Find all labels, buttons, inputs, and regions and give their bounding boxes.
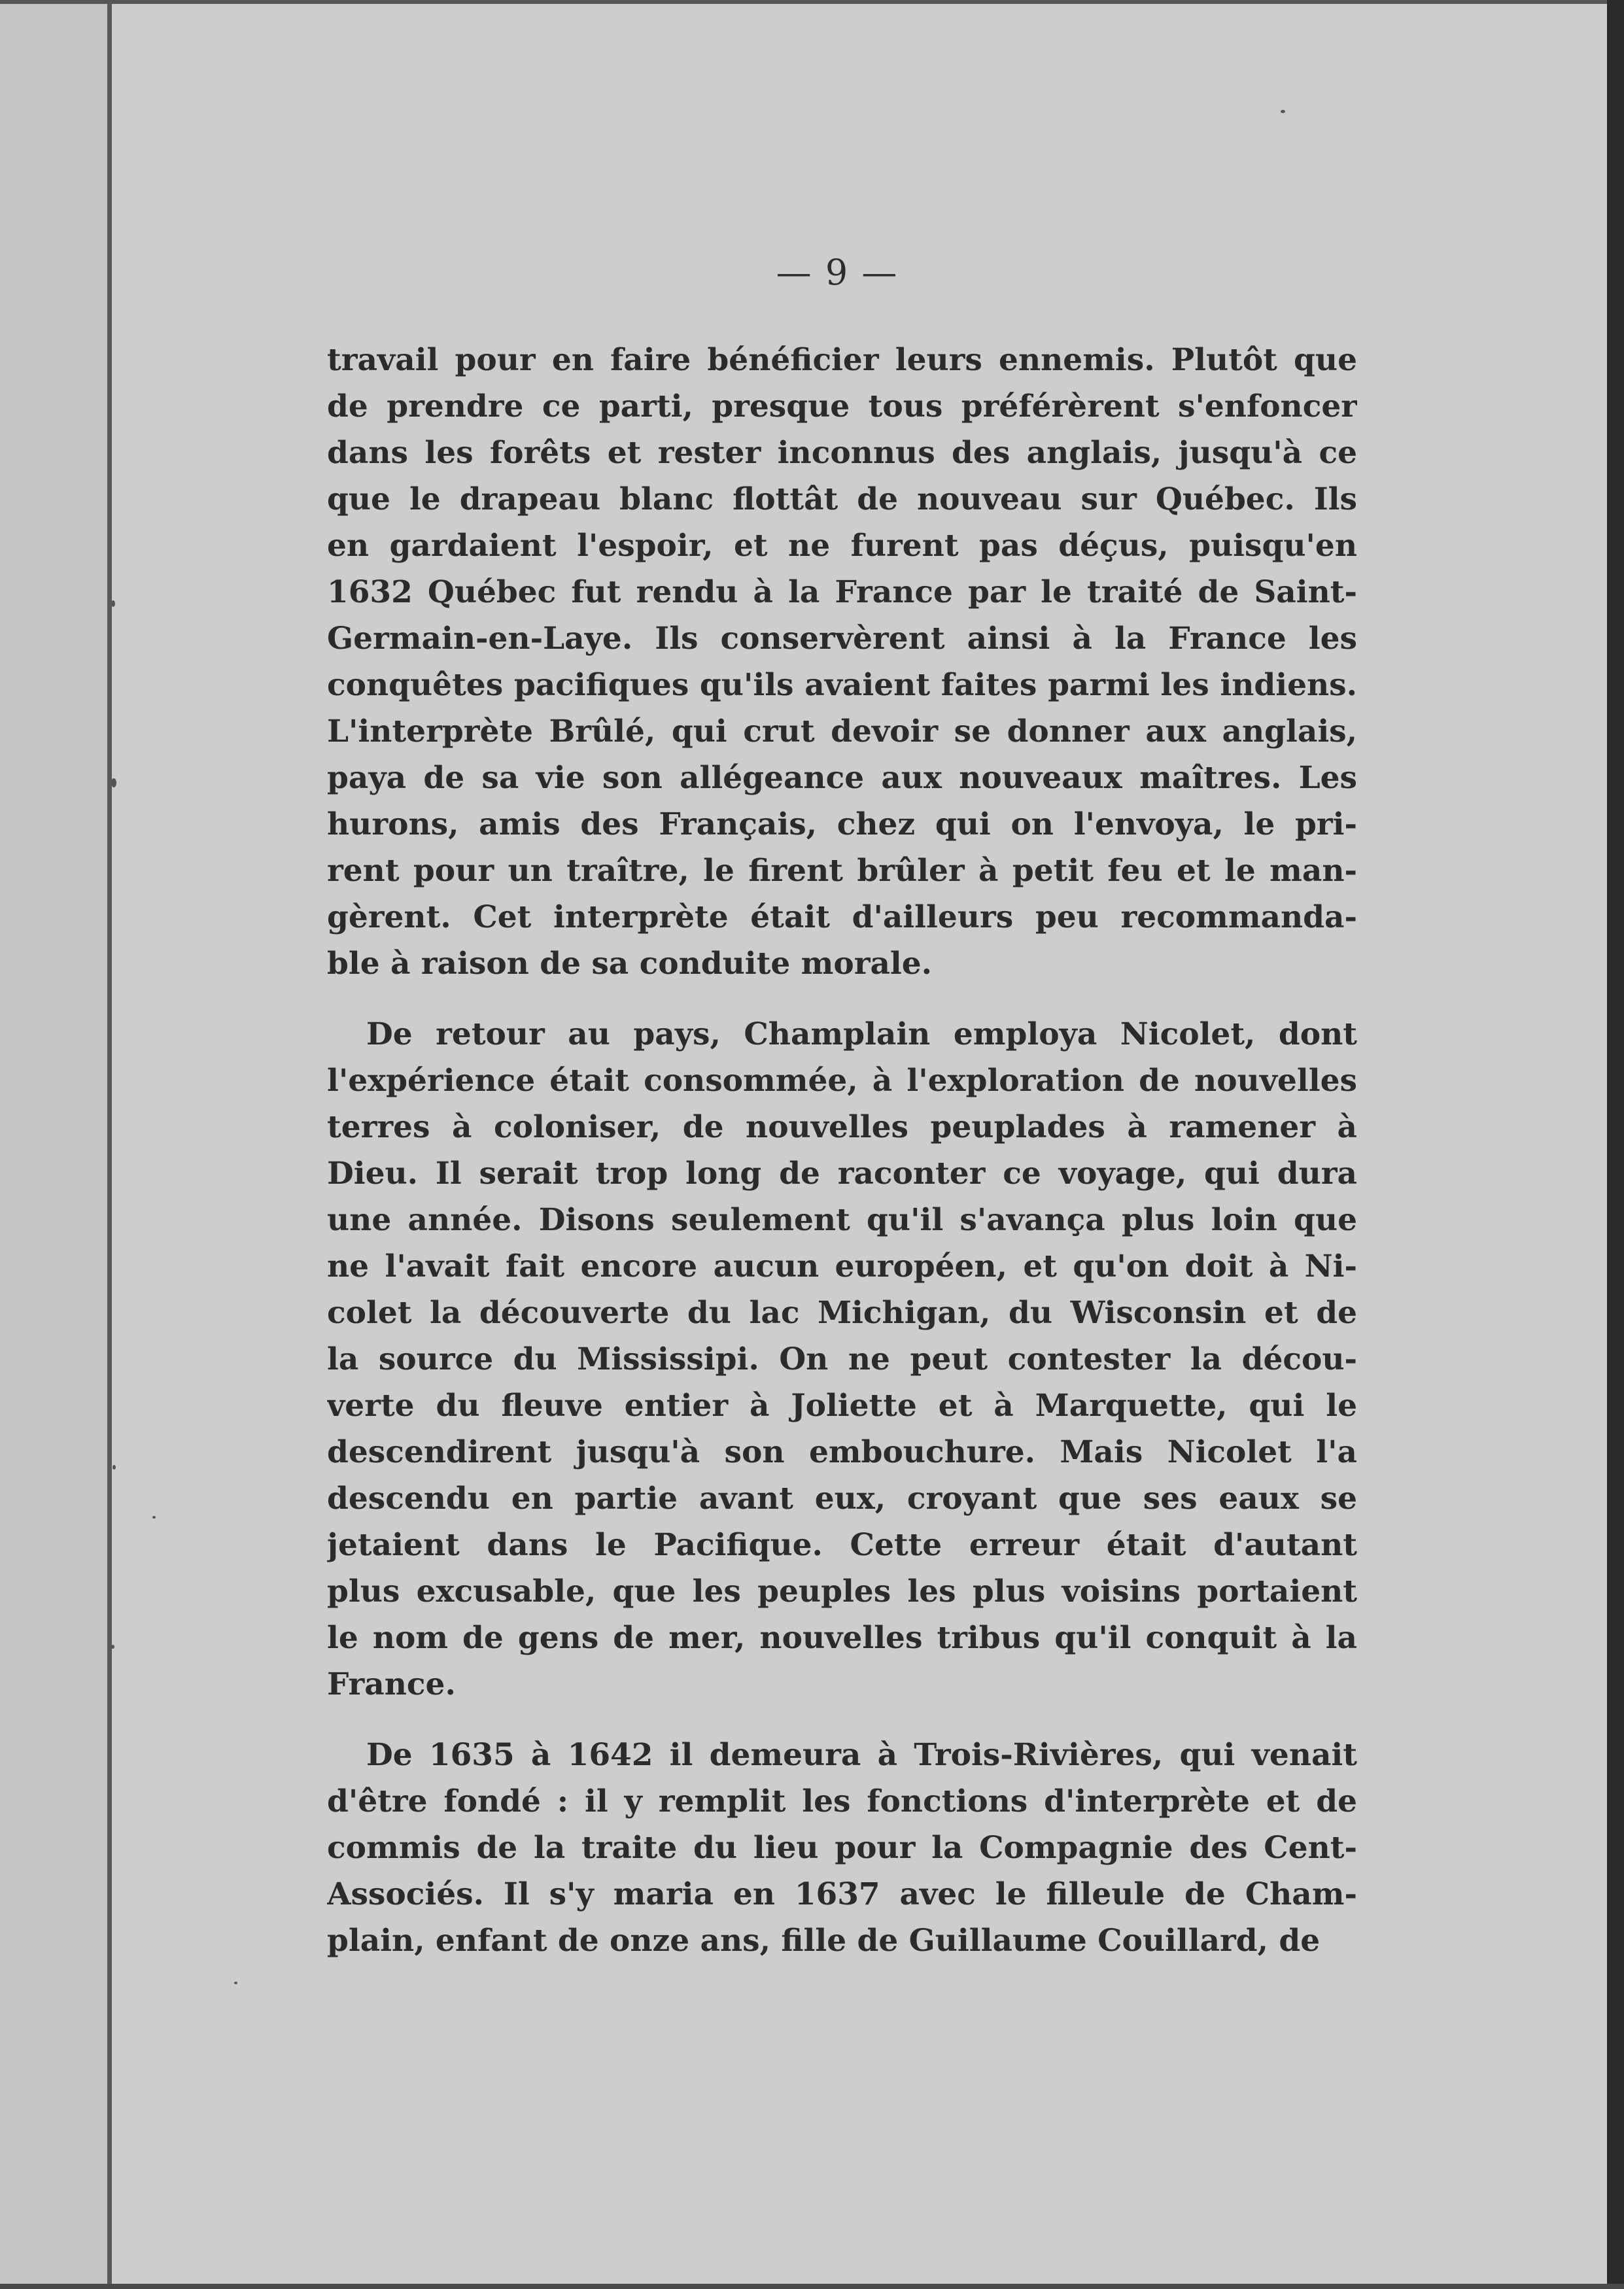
text-line: 1632 Québec fut rendu à la France par le traité de Saint- bbox=[327, 574, 1357, 610]
text-line: travail pour en faire bénéficier leurs ennemis. Plutôt que bbox=[327, 342, 1357, 378]
scan-speck bbox=[111, 600, 115, 607]
text-line: De retour au pays, Champlain employa Nicolet, dont bbox=[366, 1016, 1357, 1052]
text-line: jetaient dans le Pacifique. Cette erreur était d'autant bbox=[327, 1527, 1357, 1563]
scan-speck bbox=[111, 1645, 114, 1649]
text-line: ne l'avait fait encore aucun européen, et qu'on doit à Ni- bbox=[327, 1248, 1357, 1284]
binding-edge bbox=[107, 0, 112, 2289]
paragraph-3 bbox=[327, 1732, 1357, 1964]
scan-speck bbox=[1281, 110, 1285, 113]
text-line: une année. Disons seulement qu'il s'avança plus loin que bbox=[327, 1202, 1357, 1238]
text-line: plus excusable, que les peuples les plus voisins portaient bbox=[327, 1574, 1357, 1609]
text-line: terres à coloniser, de nouvelles peuplades à ramener à bbox=[327, 1109, 1357, 1145]
text-line: Associés. Il s'y maria en 1637 avec le filleule de Cham- bbox=[327, 1876, 1357, 1912]
scan-speck bbox=[152, 1516, 156, 1519]
paragraph-1 bbox=[327, 337, 1357, 987]
scan-speck bbox=[112, 1465, 116, 1470]
text-line: paya de sa vie son allégeance aux nouveaux maîtres. Les bbox=[327, 760, 1357, 796]
text-line: en gardaient l'espoir, et ne furent pas déçus, puisqu'en bbox=[327, 528, 1357, 564]
text-line: colet la découverte du lac Michigan, du Wisconsin et de bbox=[327, 1295, 1357, 1331]
text-line: le nom de gens de mer, nouvelles tribus qu'il conquit à la bbox=[327, 1620, 1357, 1656]
top-edge-shadow bbox=[0, 0, 1624, 4]
text-line: descendu en partie avant eux, croyant que ses eaux se bbox=[327, 1481, 1357, 1517]
paragraph-2 bbox=[327, 1011, 1357, 1708]
text-line: que le drapeau blanc flottât de nouveau sur Québec. Ils bbox=[327, 481, 1357, 517]
bottom-edge-shadow bbox=[0, 2284, 1624, 2289]
text-line: dans les forêts et rester inconnus des anglais, jusqu'à ce bbox=[327, 435, 1357, 471]
text-line: descendirent jusqu'à son embouchure. Mais Nicolet l'a bbox=[327, 1434, 1357, 1470]
page-number: — 9 — bbox=[776, 252, 899, 293]
text-line: ble à raison de sa conduite morale. bbox=[327, 946, 933, 982]
text-line: l'expérience était consommée, à l'exploration de nouvelles bbox=[327, 1063, 1357, 1099]
text-line: rent pour un traître, le firent brûler à petit feu et le man- bbox=[327, 853, 1357, 889]
page-gutter bbox=[0, 0, 107, 2289]
text-line: hurons, amis des Français, chez qui on l'envoya, le pri- bbox=[327, 806, 1357, 842]
text-line: la source du Mississipi. On ne peut contester la décou- bbox=[327, 1341, 1357, 1377]
right-edge-shadow bbox=[1607, 0, 1624, 2289]
text-line: verte du fleuve entier à Joliette et à Marquette, qui le bbox=[327, 1388, 1357, 1424]
text-line: L'interprète Brûlé, qui crut devoir se donner aux anglais, bbox=[327, 714, 1357, 749]
text-line: Dieu. Il serait trop long de raconter ce voyage, qui dura bbox=[327, 1156, 1357, 1192]
text-line: Germain-en-Laye. Ils conservèrent ainsi à la France les bbox=[327, 621, 1357, 657]
text-line: commis de la traite du lieu pour la Compagnie des Cent- bbox=[327, 1830, 1357, 1866]
text-line: de prendre ce parti, presque tous préférèrent s'enfoncer bbox=[327, 388, 1357, 424]
text-line: gèrent. Cet interprète était d'ailleurs peu recommanda- bbox=[327, 899, 1357, 935]
scan-speck bbox=[111, 778, 116, 787]
scan-speck bbox=[234, 1982, 237, 1984]
text-line: plain, enfant de onze ans, fille de Guillaume Couillard, de bbox=[327, 1923, 1321, 1959]
text-line: De 1635 à 1642 il demeura à Trois-Rivières, qui venait bbox=[366, 1737, 1357, 1773]
text-line: conquêtes pacifiques qu'ils avaient faites parmi les indiens. bbox=[327, 667, 1357, 703]
text-line: d'être fondé : il y remplit les fonctions d'interprète et de bbox=[327, 1783, 1357, 1819]
text-line: France. bbox=[327, 1666, 456, 1702]
